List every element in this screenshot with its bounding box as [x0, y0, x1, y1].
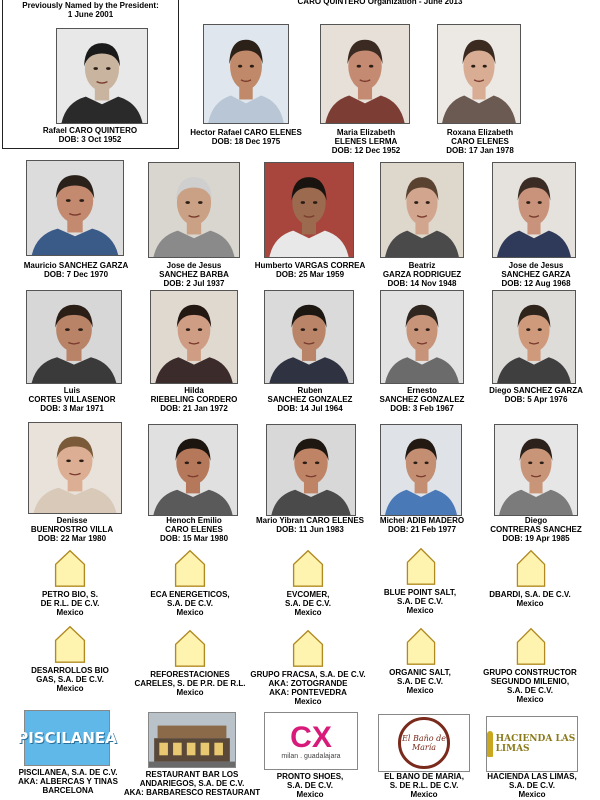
- company-name-line: Mexico: [56, 608, 84, 617]
- person-caption: [166, 128, 326, 146]
- portrait-eye: [414, 201, 418, 204]
- person-caption: [367, 516, 477, 534]
- logo-wordmark: PISCILANEA: [17, 729, 117, 747]
- company-name-line: BLUE POINT SALT,: [383, 588, 457, 597]
- person-photo: [380, 424, 462, 516]
- portrait-silhouette: [57, 29, 147, 123]
- company-caption: [360, 588, 480, 615]
- portrait-eye: [426, 328, 430, 331]
- portrait-shirt: [208, 96, 284, 123]
- company-name-line: Mexico: [406, 686, 434, 695]
- company-caption: [10, 666, 130, 693]
- person-caption: [245, 261, 375, 279]
- person-caption: [12, 516, 132, 543]
- person-dob: DOB: 3 Feb 1967: [390, 404, 454, 413]
- person-dob: DOB: 5 Apr 1976: [504, 395, 568, 404]
- person-name-line: SANCHEZ GARZA: [501, 270, 571, 279]
- person-dob: DOB: 21 Feb 1977: [387, 525, 457, 534]
- company-house-icon: [172, 628, 208, 668]
- portrait-shirt: [497, 357, 571, 383]
- portrait-shirt: [269, 357, 348, 383]
- person-name-line: SANCHEZ BARBA: [159, 270, 229, 279]
- company-name-line: S.A. DE C.V.: [397, 597, 443, 606]
- portrait-eye: [301, 201, 305, 204]
- portrait-silhouette: [267, 425, 355, 515]
- person-dob: DOB: 3 Oct 1952: [58, 135, 122, 144]
- portrait-shirt: [271, 490, 350, 515]
- portrait-eye: [357, 65, 361, 68]
- person-dob: DOB: 21 Jan 1972: [160, 404, 228, 413]
- chart-header: CARO QUINTERO Organization - June 2013: [297, 0, 463, 6]
- company-name-line: S.A. DE C.V.: [167, 599, 213, 608]
- portrait-silhouette: [27, 161, 123, 255]
- portrait-shirt: [499, 490, 573, 515]
- logo-subtitle: milan . guadalajara: [281, 752, 341, 760]
- company-name-line: S.A. DE C.V.: [285, 599, 331, 608]
- portrait-shirt: [34, 488, 117, 513]
- portrait-shirt: [442, 96, 516, 123]
- portrait-silhouette: [265, 163, 353, 257]
- portrait-shirt: [32, 357, 117, 383]
- person-name-line: CARO ELENES: [165, 525, 223, 534]
- person-dob: DOB: 3 Mar 1971: [40, 404, 104, 413]
- portrait-shirt: [385, 231, 459, 257]
- company-name-line: ORGANIC SALT,: [389, 668, 451, 677]
- person-dob: DOB: 7 Dec 1970: [43, 270, 109, 279]
- portrait-silhouette: [27, 291, 121, 383]
- portrait-eye: [483, 65, 487, 68]
- portrait-eye: [66, 199, 71, 202]
- person-photo: [492, 162, 576, 258]
- portrait-shirt: [154, 231, 235, 257]
- person-dob: DOB: 11 Jun 1983: [276, 525, 344, 534]
- person-photo: [380, 162, 464, 258]
- company-name-line: AKA: PONTEVEDRA: [269, 688, 347, 697]
- company-name-line: Mexico: [518, 790, 546, 799]
- portrait-shirt: [153, 490, 232, 515]
- portrait-eye: [185, 461, 189, 464]
- person-dob: DOB: 14 Nov 1948: [387, 279, 457, 288]
- logo-wordmark: El Baño de María: [402, 734, 446, 752]
- portrait-silhouette: [381, 291, 463, 383]
- company-caption: [117, 770, 267, 797]
- company-caption: [360, 668, 480, 695]
- person-name-line: Hilda: [184, 386, 204, 395]
- person-name-line: Mario Yibran CARO ELENES: [255, 516, 365, 525]
- company-caption: [248, 590, 368, 617]
- company-house-icon: [404, 626, 438, 666]
- person-photo: [266, 424, 356, 516]
- person-photo: [56, 28, 148, 124]
- company-caption: [10, 590, 130, 617]
- company-logo: [486, 716, 578, 772]
- company-name-line: Mexico: [296, 790, 324, 799]
- portrait-silhouette: [149, 163, 239, 257]
- portrait-silhouette: [321, 25, 409, 123]
- company-name-line: AKA: ALBERCAS Y TINAS: [18, 777, 118, 786]
- portrait-silhouette: [29, 423, 121, 513]
- portrait-eye: [65, 328, 70, 331]
- person-dob: DOB: 2 Jul 1937: [163, 279, 225, 288]
- portrait-eye: [528, 461, 532, 464]
- person-name-line: CORTES VILLASENOR: [28, 395, 116, 404]
- company-name-line: DBARDI, S.A. DE C.V.: [489, 590, 571, 599]
- house-shape: [176, 551, 205, 586]
- company-name-line: Mexico: [410, 790, 438, 799]
- person-photo: [494, 424, 578, 516]
- portrait-silhouette: [204, 25, 288, 123]
- company-caption: [470, 668, 590, 704]
- portrait-silhouette: [493, 163, 575, 257]
- person-photo: [150, 290, 238, 384]
- person-caption: [481, 386, 591, 404]
- person-photo: [320, 24, 410, 124]
- company-house-icon: [514, 626, 548, 666]
- person-photo: [264, 290, 354, 384]
- person-dob: DOB: 18 Dec 1975: [211, 137, 281, 146]
- portrait-eye: [93, 67, 98, 70]
- person-caption: [139, 386, 249, 413]
- company-house-icon: [404, 546, 438, 586]
- house-shape: [407, 549, 434, 584]
- portrait-eye: [250, 65, 254, 68]
- company-name-line: PRONTO SHOES,: [276, 772, 344, 781]
- house-shape: [294, 631, 323, 666]
- bano-seal: [398, 717, 450, 769]
- person-dob: DOB: 14 Jul 1964: [277, 404, 343, 413]
- portrait-eye: [301, 328, 305, 331]
- company-name-line: REFORESTACIONES: [150, 670, 230, 679]
- portrait-eye: [66, 459, 71, 462]
- portrait-shirt: [385, 490, 457, 515]
- person-name-line: Hector Rafael CARO ELENES: [190, 128, 302, 137]
- company-house-icon: [172, 548, 208, 588]
- portrait-silhouette: [493, 291, 575, 383]
- person-dob: DOB: 25 Mar 1959: [275, 270, 345, 279]
- portrait-eye: [369, 65, 373, 68]
- company-name-line: SEGUNDO MILENIO,: [490, 677, 570, 686]
- person-caption: [481, 261, 591, 288]
- person-photo: [380, 290, 464, 384]
- person-name-line: Ernesto: [407, 386, 437, 395]
- company-name-line: ANDARIEGOS, S.A. DE C.V.: [139, 779, 245, 788]
- person-caption: [311, 128, 421, 155]
- person-dob: DOB: 15 Mar 1980: [159, 534, 229, 543]
- person-name-line: CARO ELENES: [451, 137, 509, 146]
- person-caption: [481, 516, 591, 543]
- portrait-eye: [79, 459, 84, 462]
- restaurant-building-image: [149, 713, 235, 767]
- company-name-line: Mexico: [176, 688, 204, 697]
- portrait-eye: [471, 65, 475, 68]
- portrait-eye: [526, 328, 530, 331]
- portrait-eye: [425, 461, 429, 464]
- person-photo: [264, 162, 354, 258]
- portrait-eye: [185, 201, 190, 204]
- company-caption: [243, 670, 373, 706]
- person-name-line: CONTRERAS SANCHEZ: [490, 525, 582, 534]
- person-caption: [255, 386, 365, 413]
- company-name-line: DESARROLLOS BIO: [31, 666, 109, 675]
- portrait-eye: [426, 201, 430, 204]
- person-photo: [437, 24, 521, 124]
- portrait-eye: [238, 65, 242, 68]
- person-name-line: GARZA RODRIGUEZ: [382, 270, 462, 279]
- person-name-line: Ruben: [297, 386, 323, 395]
- company-name-line: CARELES, S. DE P.R. DE R.L.: [134, 679, 246, 688]
- person-photo: [26, 160, 124, 256]
- company-house-icon: [52, 548, 88, 588]
- person-name-line: Mauricio SANCHEZ GARZA: [23, 261, 129, 270]
- company-name-line: Mexico: [406, 606, 434, 615]
- portrait-eye: [526, 201, 530, 204]
- portrait-eye: [198, 328, 202, 331]
- person-name-line: RIEBELING CORDERO: [150, 395, 238, 404]
- portrait-shirt: [32, 229, 118, 255]
- person-caption: [139, 261, 249, 288]
- person-name-line: Roxana Elizabeth: [446, 128, 514, 137]
- company-name-line: AKA: ZOTOGRANDE: [268, 679, 348, 688]
- portrait-eye: [413, 461, 417, 464]
- company-name-line: GRUPO FRACSA, S.A. DE C.V.: [250, 670, 366, 679]
- person-name-line: Humberto VARGAS CORREA: [254, 261, 366, 270]
- person-name-line: Diego SANCHEZ GARZA: [489, 386, 583, 395]
- portrait-shirt: [385, 357, 459, 383]
- company-name-line: S.A. DE C.V.: [287, 781, 333, 790]
- house-shape: [56, 627, 85, 662]
- company-name-line: Mexico: [56, 684, 84, 693]
- house-shape: [294, 551, 323, 586]
- company-name-line: S.A. DE C.V.: [397, 677, 443, 686]
- person-name-line: Beatriz: [408, 261, 436, 270]
- person-dob: DOB: 19 Apr 1985: [502, 534, 570, 543]
- portrait-silhouette: [151, 291, 237, 383]
- bottle-icon: [487, 731, 493, 757]
- company-caption: [472, 772, 592, 799]
- person-name-line: SANCHEZ GONZALEZ: [379, 395, 465, 404]
- company-name-line: EL BANO DE MARIA,: [384, 772, 464, 781]
- portrait-eye: [313, 201, 317, 204]
- person-caption: [11, 261, 141, 279]
- company-caption: [125, 670, 255, 697]
- company-name-line: EVCOMER,: [286, 590, 330, 599]
- company-caption: [250, 772, 370, 799]
- person-name-line: Rafael CARO QUINTERO: [42, 126, 138, 135]
- company-house-icon: [52, 624, 88, 664]
- portrait-shirt: [497, 231, 571, 257]
- person-dob: DOB: 12 Aug 1968: [501, 279, 571, 288]
- company-name-line: PISCILANEA, S.A. DE C.V.: [18, 768, 118, 777]
- person-caption: [0, 126, 180, 144]
- portrait-silhouette: [438, 25, 520, 123]
- portrait-eye: [106, 67, 111, 70]
- portrait-shirt: [325, 96, 404, 123]
- house-shape: [517, 629, 544, 664]
- portrait-eye: [79, 199, 84, 202]
- person-photo: [26, 290, 122, 384]
- hacienda-logo-block: [487, 731, 577, 757]
- person-dob: DOB: 12 Dec 1952: [331, 146, 401, 155]
- company-house-icon: [290, 548, 326, 588]
- portrait-silhouette: [149, 425, 237, 515]
- company-name-line: HACIENDA LAS LIMAS,: [487, 772, 577, 781]
- company-logo: [148, 712, 236, 768]
- company-house-icon: [290, 628, 326, 668]
- company-name-line: BARCELONA: [42, 786, 94, 795]
- company-logo: [17, 710, 117, 766]
- person-name-line: SANCHEZ GONZALEZ: [267, 395, 353, 404]
- company-logo: [264, 712, 358, 770]
- person-dob: DOB: 22 Mar 1980: [37, 534, 107, 543]
- person-name-line: Denisse: [56, 516, 88, 525]
- company-name-line: Mexico: [294, 608, 322, 617]
- person-name-line: Maria Elizabeth: [336, 128, 396, 137]
- company-name-line: RESTAURANT BAR LOS: [145, 770, 239, 779]
- portrait-eye: [197, 461, 201, 464]
- previously-named-title: [3, 1, 178, 19]
- house-shape: [176, 631, 205, 666]
- company-name-line: ECA ENERGETICOS,: [150, 590, 230, 599]
- person-name-line: BUENROSTRO VILLA: [30, 525, 114, 534]
- portrait-eye: [186, 328, 190, 331]
- company-name-line: GAS, S.A. DE C.V.: [36, 675, 104, 684]
- company-name-line: DE R.L. DE C.V.: [40, 599, 100, 608]
- company-name-line: Mexico: [516, 695, 544, 704]
- company-caption: [130, 590, 250, 617]
- person-photo: [148, 424, 238, 516]
- company-name-line: S. DE R.L. DE C.V.: [389, 781, 459, 790]
- pronto-logo-block: [281, 720, 341, 760]
- house-shape: [517, 551, 544, 586]
- person-photo: [28, 422, 122, 514]
- portrait-eye: [538, 201, 542, 204]
- company-name-line: AKA: BARBARESCO RESTAURANT: [123, 788, 261, 797]
- person-photo: [203, 24, 289, 124]
- person-caption: [245, 516, 375, 534]
- company-name-line: Mexico: [516, 599, 544, 608]
- portrait-eye: [198, 201, 203, 204]
- person-caption: [367, 261, 477, 288]
- portrait-silhouette: [381, 163, 463, 257]
- person-caption: [12, 386, 132, 413]
- portrait-eye: [414, 328, 418, 331]
- portrait-eye: [315, 461, 319, 464]
- portrait-shirt: [269, 231, 348, 257]
- person-photo: [148, 162, 240, 258]
- portrait-shirt: [155, 357, 232, 383]
- person-name-line: Jose de Jesus: [166, 261, 222, 270]
- person-caption: [367, 386, 477, 413]
- person-name-line: Diego: [524, 516, 548, 525]
- portrait-silhouette: [381, 425, 461, 515]
- portrait-eye: [78, 328, 83, 331]
- company-name-line: PETRO BIO, S.: [41, 590, 98, 599]
- company-name-line: S.A. DE C.V.: [507, 686, 553, 695]
- house-shape: [56, 551, 85, 586]
- person-name-line: ELENES LERMA: [334, 137, 398, 146]
- person-name-line: Luis: [63, 386, 81, 395]
- person-name-line: Jose de Jesus: [508, 261, 564, 270]
- logo-wordmark: CX: [290, 720, 332, 754]
- portrait-eye: [540, 461, 544, 464]
- company-logo: [378, 714, 470, 772]
- previously-named-line2: 1 June 2001: [67, 10, 114, 19]
- person-caption: [425, 128, 535, 155]
- portrait-silhouette: [495, 425, 577, 515]
- company-caption: [470, 590, 590, 608]
- house-shape: [407, 629, 434, 664]
- portrait-shirt: [62, 97, 143, 123]
- company-caption: [364, 772, 484, 799]
- portrait-eye: [538, 328, 542, 331]
- company-name-line: S.A. DE C.V.: [509, 781, 555, 790]
- person-photo: [492, 290, 576, 384]
- portrait-silhouette: [265, 291, 353, 383]
- person-caption: [139, 516, 249, 543]
- company-name-line: Mexico: [294, 697, 322, 706]
- person-name-line: Henoch Emilio: [166, 516, 222, 525]
- previously-named-line1: Previously Named by the President:: [22, 1, 159, 10]
- logo-wordmark: HACIENDA LAS LIMAS: [495, 734, 576, 754]
- portrait-eye: [303, 461, 307, 464]
- company-caption: [3, 768, 133, 795]
- person-name-line: Michel ADIB MADERO: [379, 516, 465, 525]
- person-dob: DOB: 17 Jan 1978: [446, 146, 514, 155]
- company-name-line: GRUPO CONSTRUCTOR: [483, 668, 577, 677]
- portrait-eye: [313, 328, 317, 331]
- company-name-line: Mexico: [176, 608, 204, 617]
- company-house-icon: [514, 548, 548, 588]
